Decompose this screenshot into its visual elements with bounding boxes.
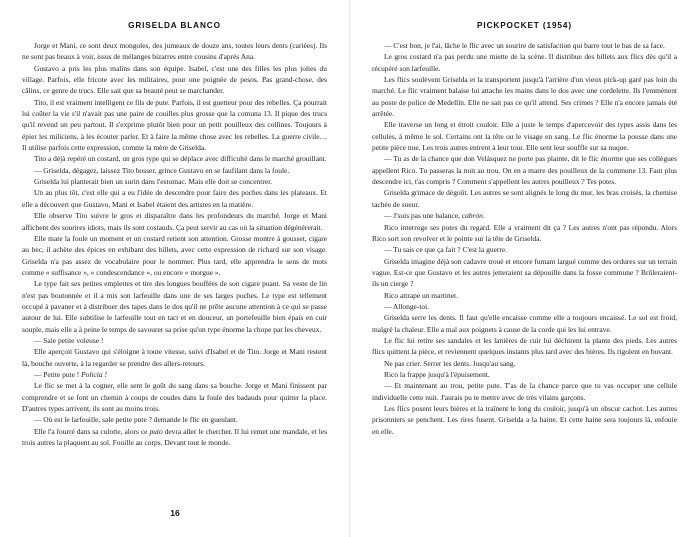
running-head-author: GRISELDA BLANCO (128, 21, 221, 30)
right-page (350, 0, 700, 537)
paragraph: Elle traverse un long et étroit couloir. Elle a juste le temps d'apercevoir des types assis dans les cellules, à même le sol. Certains ont la tête ou le visage en sang. Le flic énorme la pousse dans une petite pièce nue. Les trois autres entrent à leur tour. Elle sent leur souffle sur sa nuque. (372, 120, 677, 153)
paragraph: Griselda grimace de dégoût. Les autres se sont alignés le long du mur, les bras croisés, la chemise tachée de sueur. (372, 188, 677, 209)
paragraph: Les flics posent leurs bières et la traînent le long du couloir, jusqu'à un obscur cachot. Les autres prisonniers se penchent. Les rires fusent. Griselda a la haine. Et cette haine sera toujours là, enfouie en elle. (372, 404, 677, 436)
paragraph: Ne pas crier. Serrer les dents. Jusqu'au sang. (384, 358, 516, 368)
paragraph: Griselda serre les dents. Il faut qu'elle encaisse comme elle a toujours encaissé. Le sol est froid, malgré la chaleur. Elle a mal aux poignets à cause de la corde qui les lui entrave. (372, 313, 677, 334)
paragraph: Rico la frappe jusqu'à l'épuisement. (384, 369, 490, 379)
paragraph: Tito a déjà repéré un costard, un gros type qui se déplace avec difficulté dans le marché grouillant. (34, 154, 327, 164)
paragraph: Le flic se met à la cogner, elle sent le goût du sang dans sa bouche. Jorge et Mani finissent par comprendre et se font un chemin à coups de coudes dans la foule des badauds pour quitter la place. D'autres types arrivent, ils sont au moins trois. (22, 381, 327, 413)
paragraph: Le type fait ses petites emplettes et tire des longues bouffées de son cigare puant. Sa veste de lin n'est pas boutonnée et il a mis son larfeuille dans une de ses larges poches. Le type est tellement occupé à pavaner et à distribuer des tapes dans le dos qu'il ne prête aucune attention à ce qui se passe autour de lui. Elle subtilise le larfeuille tout en tact et en douceur, un portefeuille bien épais en cuir souple, mais elle a à peine le temps de savourer sa prise qu'un type énorme la chope par les cheveux. (22, 279, 327, 334)
paragraph: Elle aperçoit Gustavo qui s'éloigne à toute vitesse, suivi d'Isabel et de Tito. Jorge et Mani restent là, bouche ouverte, à la regarder se prendre des allers-retours. (22, 347, 327, 368)
paragraph: — C'est bon, je l'ai, lâche le flic avec un sourire de satisfaction qui barre tout le bas de sa face. (384, 41, 665, 50)
paragraph: — J'suis pas une balance, cabrón. (384, 211, 485, 221)
paragraph: Tito, il est vraiment intelligent ce fils de pute. Parfois, il est guetteur pour des rebelles. Ça pourrait lui coûter la vie s'il n'avait pas une paire de couilles plus grosse que la comuna 13. Il pique des trucs qu'il revend un peu partout. Il s'exprime plutôt bien pour un petit pouilleux des collines. Toujours à épier les miliciens, à les écouter parler. Et à faire la même chose avec les rebelles. La guerre civile… Il utilise parfois cette expression, comme la mère de Griselda. (22, 97, 327, 153)
paragraph: — Où est le larfeuille, sale petite pute ? demande le flic en gueulant. (34, 415, 238, 425)
paragraph: Le gros costard n'a pas perdu une miette de la scène. Il distribue des billets aux flics dès qu'il a récupéré son larfeuille. (372, 52, 677, 73)
paragraph: — Sale petite voleuse ! (34, 335, 104, 345)
paragraph: Jorge et Mani, ce sont deux mongoles, des jumeaux de douze ans, toutes leurs dents (cariées). Ils ne sont pas beaux à voir, issus de mélanges bizarres entre cousins d'après Ana. (22, 41, 327, 62)
paragraph: Griselda imagine déjà son cadavre troué et encore fumant largué comme des ordures sur un terrain vague. Est-ce que Gustavo et les autres jetteraient sa dépouille dans la fosse commune ? Brûleraient-ils un cierge ? (372, 256, 677, 289)
paragraph: Le flic lui retire ses sandales et les lanières de cuir lui déchirent la plante des pieds. Les autres flics quittent la pièce, et reviennent quelques instants plus tard avec des bières. Ils rigolent en buvant. (372, 335, 677, 357)
paragraph: — Tu as de la chance que don Velásquez ne porte pas plainte, dit le flic énorme que ses collègues appellent Rico. Tu passeras la nuit au trou. On en a marre des pouilleux de la commune 13. Faut plus descendre ici, t'as compris ? Comment s'appellent les autres pouilleux ? Tes potes. (372, 154, 677, 187)
paragraph: Elle mate la foule un moment et un costard retient son attention. Grosse montre à gousset, cigare au bec, il achète des épices en exhibant des billets, avec cette expression de richard sur son visage. Griselda n'a pas assez de vocabulaire pour le nommer. Plus tard, elle apprendra le sens de mots comme « suffisance », « condescendance », ou encore « morgue ». (22, 233, 327, 277)
paragraph: Les flics soulèvent Griselda et la transportent jusqu'à l'arrière d'un vieux pick-up garé pas loin du marché. Le flic vraiment balaise lui attache les mains dans le dos avec une cordelette. Ils l'emmènent au poste de police de Medellín. Elle ne sait pas ce qu'il attend. Ses crimes ? Elle n'a encore jamais été arrêtée. (372, 75, 677, 119)
paragraph: — Griselda, dégagez, laissez Tito bosser, grince Gustavo en se faufilant dans la foule. (34, 165, 290, 175)
paragraph: Elle l'a fourré dans sa culotte, alors ce puto devra aller le chercher. Il lui remet une mandale, et les trois autres la plaquent au sol. Fouille au corps. Devant tout le monde. (22, 426, 327, 448)
paragraph: Un au plus tôt, c'est elle qui a eu l'idée de descendre pour faire des poches dans les plateaux. Et elle a découvert que Gustavo, Mani et Isabel étaient des artistes en la matière. (22, 188, 327, 209)
paragraph: — Allonge-toi. (384, 301, 430, 311)
paragraph: Elle observe Tito suivre le gros et disparaître dans les profondeurs du marché. Jorge et Mani affichent des sourires idiots, mais ils sont costauds. Ça peut servir au cas où la situation dégénérerait. (22, 211, 327, 232)
paragraph: Rico attrape un martinet. (384, 290, 458, 300)
right-page-text (372, 40, 677, 437)
paragraph: Gustavo a pris les plus malins dans son équipe. Isabel, c'est une des filles les plus jolies du village. Parfois, elle fricote avec les militaires, pour une poignée de pesos. Pas grand-chose, des câlins, ce genre de trucs. Elle sait que sa beauté peut se marchander. (22, 63, 327, 96)
paragraph: Griselda lui planterait bien un surin dans l'estomac. Mais elle doit se concentrer. (34, 177, 273, 187)
paragraph: Rico interroge ses potes du regard. Elle a vraiment dit ça ? Les autres n'ont pas répondu. Alors Rico sort son revolver et le pointe sur la tête de Griselda. (372, 222, 677, 243)
left-page-text (22, 40, 327, 448)
page-number: 16 (170, 508, 180, 518)
paragraph: — Et maintenant au trou, petite pute. T'as de la chance parce que tu vas occuper une cellule individuelle cette nuit. J'aurais pu te mettre avec de très vilains garçons. (372, 381, 677, 402)
paragraph: — Tu sais ce que ça fait ? C'est la guerre. (384, 245, 507, 255)
paragraph: — Petite pute ! Policía ! (34, 369, 107, 379)
running-head-title: PICKPOCKET (1954) (477, 21, 572, 30)
